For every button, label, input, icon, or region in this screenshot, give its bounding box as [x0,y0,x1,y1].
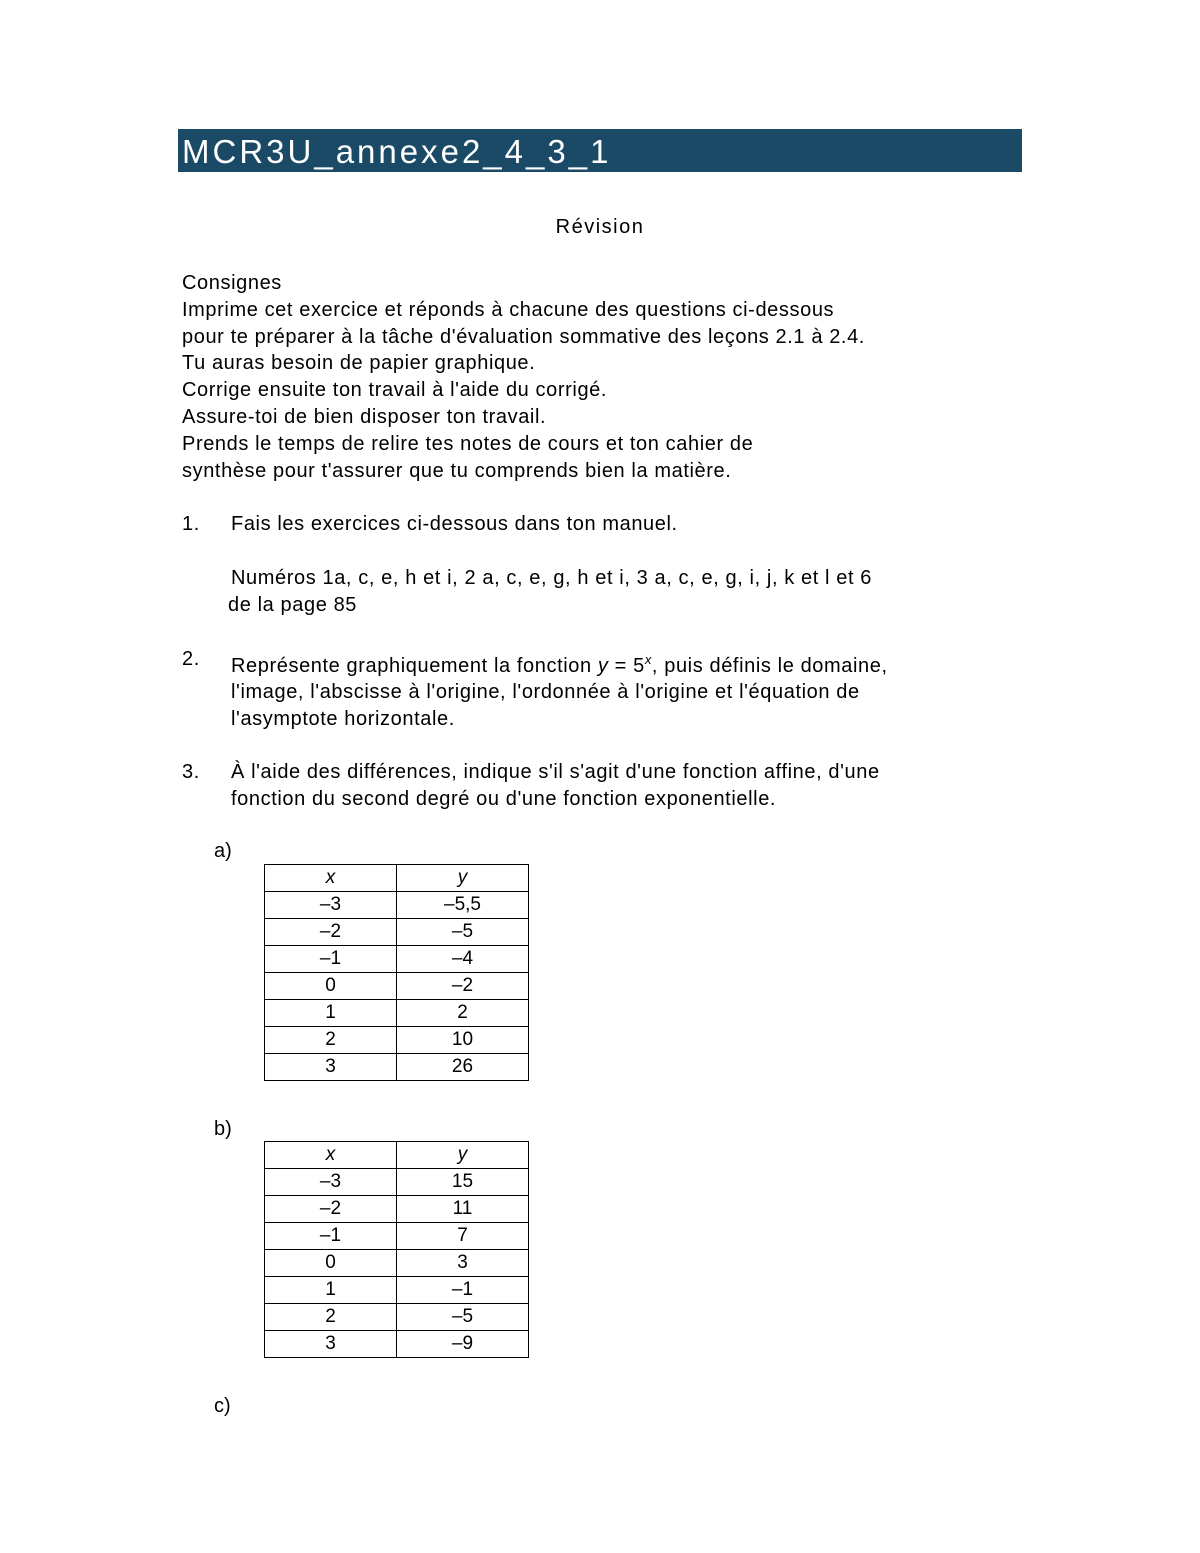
table-row [265,1223,529,1250]
question-number: 3. [182,761,200,783]
question-1-text: Fais les exercices ci-dessous dans ton manuel. [231,513,678,535]
cell-x: –3 [265,1169,397,1196]
part-b-label: b) [214,1118,232,1140]
cell-x: –2 [265,1196,397,1223]
table-row [265,1027,529,1054]
cell-y: 3 [397,1250,529,1277]
table-row [265,1054,529,1081]
instructions-block [182,270,865,484]
header-y: y [397,865,529,892]
cell-y: 11 [397,1196,529,1223]
cell-y: –5 [397,919,529,946]
instruction-line: Imprime cet exercice et réponds à chacune des questions ci-dessous [182,298,835,321]
instruction-line: Prends le temps de relire tes notes de cours et ton cahier de [182,432,754,455]
document-title: MCR3U_annexe2_4_3_1 [178,129,1022,172]
formula-equals: = 5 [608,655,645,677]
cell-y: –9 [397,1331,529,1358]
cell-y: 15 [397,1169,529,1196]
cell-x: –1 [265,946,397,973]
table-part-a [264,864,529,1081]
table-row [265,1169,529,1196]
table-part-b [264,1141,529,1358]
table-row [265,1331,529,1358]
question-1-detail-line1: Numéros 1a, c, e, h et i, 2 a, c, e, g, h et i, 3 a, c, e, g, i, j, k et l et 6 [231,567,873,589]
instruction-line: synthèse pour t'assurer que tu comprends bien la matière. [182,459,732,482]
cell-x: 3 [265,1331,397,1358]
cell-x: 2 [265,1304,397,1331]
table-row [265,973,529,1000]
cell-y: –4 [397,946,529,973]
cell-y: –5,5 [397,892,529,919]
table-row [265,1277,529,1304]
formula-exponent: x [644,652,652,667]
header-y: y [397,1142,529,1169]
instructions-heading: Consignes [182,272,282,294]
header-x: x [265,1142,397,1169]
cell-y: –1 [397,1277,529,1304]
table-row [265,1196,529,1223]
cell-y: 7 [397,1223,529,1250]
cell-x: 1 [265,1000,397,1027]
instruction-line: pour te préparer à la tâche d'évaluation sommative des leçons 2.1 à 2.4. [182,325,865,348]
question-2-line1 [231,646,888,680]
cell-y: –2 [397,973,529,1000]
cell-x: 2 [265,1027,397,1054]
question-number: 2. [182,648,200,670]
cell-x: –1 [265,1223,397,1250]
table-row [265,892,529,919]
cell-y: 26 [397,1054,529,1081]
question-3-line2: fonction du second degré ou d'une fonction exponentielle. [231,788,777,810]
table-row [265,946,529,973]
cell-x: –2 [265,919,397,946]
table-row [265,919,529,946]
cell-y: 10 [397,1027,529,1054]
table-row [265,1304,529,1331]
part-c-label: c) [214,1395,231,1417]
question-1-detail-line2: de la page 85 [228,594,358,616]
instruction-line: Tu auras besoin de papier graphique. [182,352,536,375]
header-x: x [265,865,397,892]
part-a-label: a) [214,840,232,862]
question-2-line3: l'asymptote horizontale. [231,708,455,730]
table-header-row [265,1142,529,1169]
question-2-line2: l'image, l'abscisse à l'origine, l'ordonnée à l'origine et l'équation de [231,681,860,703]
question-number: 1. [182,513,200,535]
question-3-line1: À l'aide des différences, indique s'il s'agit d'une fonction affine, d'une [231,761,880,783]
table-row [265,1250,529,1277]
instruction-line: Corrige ensuite ton travail à l'aide du corrigé. [182,379,608,402]
question-2-text-after: , puis définis le domaine, [651,655,888,677]
cell-x: –3 [265,892,397,919]
cell-y: –5 [397,1304,529,1331]
cell-x: 0 [265,973,397,1000]
formula-y: y [597,655,609,677]
cell-y: 2 [397,1000,529,1027]
table-header-row [265,865,529,892]
question-2-text-before: Représente graphiquement la fonction [231,655,598,677]
cell-x: 0 [265,1250,397,1277]
table-row [265,1000,529,1027]
instruction-line: Assure-toi de bien disposer ton travail. [182,405,547,428]
cell-x: 1 [265,1277,397,1304]
cell-x: 3 [265,1054,397,1081]
document-subtitle: Révision [555,216,645,238]
